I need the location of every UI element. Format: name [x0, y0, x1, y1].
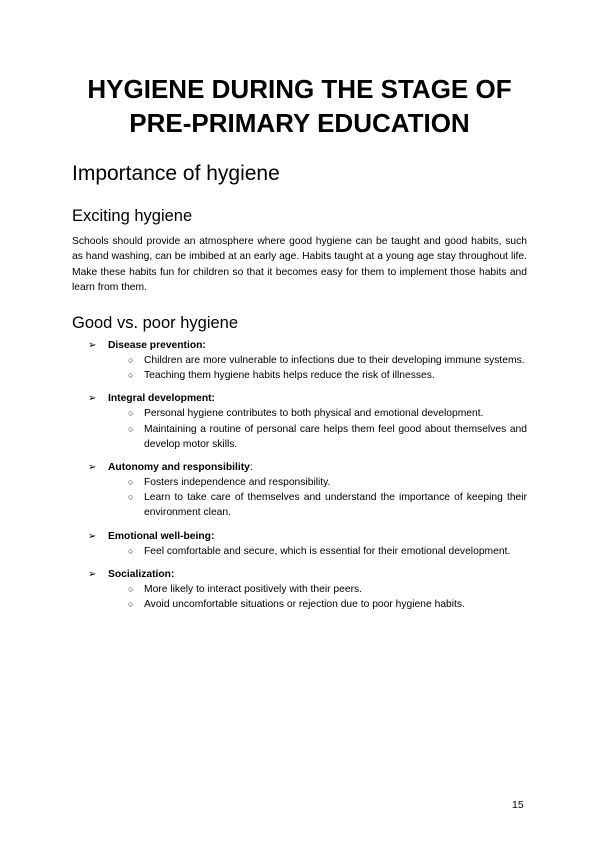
topic-heading	[72, 567, 527, 582]
list-item-text: Fosters independence and responsibility.	[144, 477, 331, 489]
list-item-text: Feel comfortable and secure, which is essential for their emotional development.	[144, 545, 511, 557]
circle-bullet-icon: ○	[128, 370, 134, 381]
topic-autonomy-and-responsibility	[72, 460, 527, 521]
topic-emotional-well-being	[72, 529, 527, 559]
list-item	[72, 422, 527, 452]
circle-bullet-icon: ○	[128, 423, 134, 434]
arrow-bullet-icon: ➢	[88, 393, 97, 405]
topic-label: Disease prevention:	[108, 340, 206, 351]
topic-socialization	[72, 567, 527, 612]
circle-bullet-icon: ○	[128, 545, 134, 556]
document-title-line-2: PRE-PRIMARY EDUCATION	[129, 108, 470, 138]
circle-bullet-icon: ○	[128, 492, 134, 503]
arrow-bullet-icon: ➢	[88, 530, 97, 542]
circle-bullet-icon: ○	[128, 599, 134, 610]
list-item	[72, 597, 527, 612]
circle-bullet-icon: ○	[128, 583, 134, 594]
page-number: 15	[512, 799, 524, 811]
list-item-text: Children are more vulnerable to infections due to their developing immune systems.	[144, 355, 525, 366]
section-heading: Importance of hygiene	[72, 162, 280, 185]
circle-bullet-icon: ○	[128, 477, 134, 488]
topic-heading	[72, 460, 527, 475]
arrow-bullet-icon: ➢	[88, 462, 97, 474]
list-item	[72, 353, 527, 368]
list-item-text: Avoid uncomfortable situations or rejection due to poor hygiene habits.	[144, 599, 465, 611]
topic-label: Autonomy and responsibility	[108, 462, 250, 474]
list-item	[72, 490, 527, 520]
topic-label-suffix: :	[249, 462, 253, 474]
subsection-heading-good-vs-poor: Good vs. poor hygiene	[72, 314, 239, 332]
list-item	[72, 544, 527, 559]
topic-label: Integral development:	[108, 393, 215, 405]
document-title	[72, 72, 527, 140]
list-item	[72, 475, 527, 490]
topic-label: Emotional well-being:	[108, 530, 215, 542]
topic-label: Socialization:	[108, 568, 175, 580]
list-item-text: More likely to interact positively with their peers.	[144, 583, 363, 595]
list-item	[72, 368, 527, 383]
circle-bullet-icon: ○	[128, 355, 134, 365]
list-item	[72, 582, 527, 597]
arrow-bullet-icon: ➢	[88, 340, 97, 351]
topic-disease-prevention	[72, 338, 527, 383]
arrow-bullet-icon: ➢	[88, 568, 97, 580]
topic-heading	[72, 391, 527, 406]
topic-heading	[72, 338, 527, 353]
list-item-text: Learn to take care of themselves and understand the importance of keeping their environment clean.	[144, 492, 527, 519]
list-item-text: Teaching them hygiene habits helps reduce the risk of illnesses.	[144, 370, 435, 382]
circle-bullet-icon: ○	[128, 408, 134, 419]
subsection-heading-exciting-hygiene: Exciting hygiene	[72, 207, 193, 225]
topic-heading	[72, 529, 527, 544]
list-item-text: Maintaining a routine of personal care helps them feel good about themselves and develop motor skills.	[144, 423, 527, 450]
hygiene-topics-list	[72, 338, 527, 612]
topic-integral-development	[72, 391, 527, 452]
document-title-line-1: HYGIENE DURING THE STAGE OF	[87, 74, 512, 104]
list-item-text: Personal hygiene contributes to both physical and emotional development.	[144, 408, 484, 420]
list-item	[72, 406, 527, 421]
exciting-hygiene-paragraph: Schools should provide an atmosphere where good hygiene can be taught and good habits, such as hand washing, can be imbibed at an early age. Habits taught at a young age stay throughout life. Make these habits fun for children so that it becomes easy for them to implement those habits and learn from them.	[72, 236, 527, 293]
